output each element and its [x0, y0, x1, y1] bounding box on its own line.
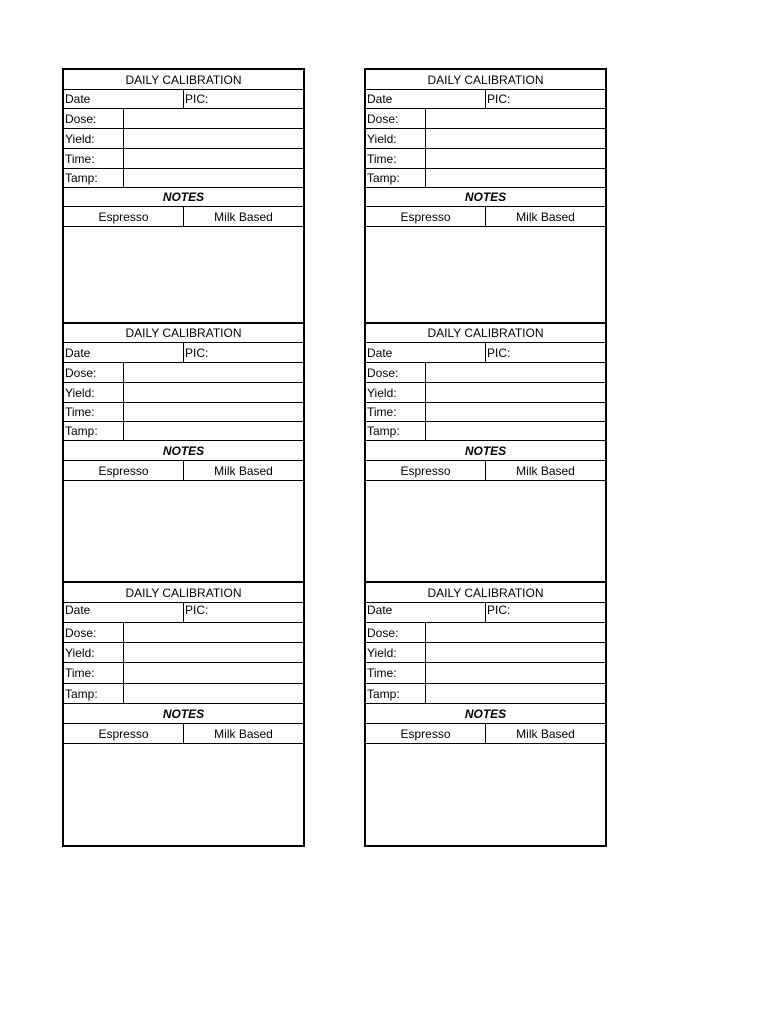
milk-based-heading: Milk Based	[214, 726, 273, 741]
calibration-card	[62, 68, 305, 324]
right-column	[364, 68, 607, 847]
time-input[interactable]	[426, 403, 605, 421]
dose-row	[64, 363, 303, 383]
yield-label: Yield:	[366, 383, 426, 402]
yield-label: Yield:	[366, 129, 426, 148]
dose-input[interactable]	[426, 363, 605, 382]
yield-label: Yield:	[64, 129, 124, 148]
time-label: Time:	[64, 663, 124, 683]
date-pic-row	[64, 603, 303, 623]
date-field[interactable]: Date	[64, 90, 184, 108]
tamp-label: Tamp:	[64, 169, 124, 187]
calibration-card	[364, 324, 607, 583]
card-header-row	[366, 324, 605, 343]
espresso-heading: Espresso	[366, 461, 486, 480]
dose-label: Dose:	[366, 623, 426, 642]
card-title: DAILY CALIBRATION	[125, 585, 242, 600]
espresso-heading: Espresso	[64, 461, 184, 480]
notes-heading: NOTES	[464, 443, 507, 458]
tamp-row	[366, 169, 605, 188]
yield-input[interactable]	[426, 129, 605, 148]
time-row	[366, 403, 605, 422]
dose-input[interactable]	[124, 623, 303, 642]
notes-heading: NOTES	[162, 190, 205, 204]
pic-field[interactable]: PIC:	[185, 92, 209, 106]
yield-row	[64, 129, 303, 149]
pic-field[interactable]: PIC:	[487, 92, 511, 106]
dose-input[interactable]	[124, 363, 303, 382]
milk-based-heading: Milk Based	[516, 726, 575, 741]
date-pic-row	[64, 90, 303, 109]
notes-row	[64, 188, 303, 207]
date-field[interactable]: Date	[64, 343, 184, 362]
tamp-row	[366, 684, 605, 704]
dose-row	[64, 109, 303, 129]
card-header-row	[64, 583, 303, 603]
time-input[interactable]	[426, 149, 605, 168]
time-label: Time:	[64, 149, 124, 168]
date-pic-row	[366, 90, 605, 109]
card-header-row	[366, 70, 605, 90]
pic-field[interactable]: PIC:	[185, 603, 209, 617]
pic-field[interactable]: PIC:	[487, 345, 511, 360]
date-field[interactable]: Date	[366, 90, 486, 108]
yield-input[interactable]	[426, 643, 605, 662]
notes-columns-row	[366, 724, 605, 744]
calibration-card	[62, 583, 305, 847]
milk-based-heading: Milk Based	[516, 209, 575, 224]
card-header-row	[64, 324, 303, 343]
time-input[interactable]	[124, 149, 303, 168]
notes-columns-row	[64, 724, 303, 744]
dose-row	[366, 109, 605, 129]
notes-row	[366, 704, 605, 724]
milk-based-heading: Milk Based	[214, 209, 273, 224]
card-title: DAILY CALIBRATION	[125, 326, 242, 340]
tamp-input[interactable]	[426, 422, 605, 440]
notes-box-row	[366, 481, 605, 581]
yield-row	[64, 643, 303, 663]
yield-label: Yield:	[64, 643, 124, 662]
date-field[interactable]: Date	[366, 343, 486, 362]
yield-label: Yield:	[64, 383, 124, 402]
yield-row	[366, 643, 605, 663]
card-header-row	[366, 583, 605, 603]
milk-based-heading: Milk Based	[516, 463, 575, 478]
dose-label: Dose:	[64, 623, 124, 642]
milk-based-heading: Milk Based	[214, 463, 273, 478]
notes-heading: NOTES	[162, 443, 205, 458]
notes-columns-row	[366, 207, 605, 227]
time-row	[64, 663, 303, 684]
dose-label: Dose:	[366, 363, 426, 382]
notes-columns-row	[64, 461, 303, 481]
tamp-input[interactable]	[426, 684, 605, 703]
espresso-heading: Espresso	[64, 207, 184, 226]
dose-label: Dose:	[64, 109, 124, 128]
tamp-label: Tamp:	[366, 169, 426, 187]
tamp-input[interactable]	[124, 169, 303, 187]
notes-box-row	[64, 227, 303, 322]
tamp-row	[366, 422, 605, 441]
tamp-input[interactable]	[124, 684, 303, 703]
tamp-label: Tamp:	[366, 422, 426, 440]
card-header-row	[64, 70, 303, 90]
time-label: Time:	[366, 663, 426, 683]
notes-box-row	[366, 744, 605, 845]
tamp-input[interactable]	[124, 422, 303, 440]
notes-columns-row	[64, 207, 303, 227]
dose-label: Dose:	[366, 109, 426, 128]
tamp-label: Tamp:	[64, 422, 124, 440]
notes-row	[64, 704, 303, 724]
card-title: DAILY CALIBRATION	[427, 326, 544, 340]
date-pic-row	[64, 343, 303, 363]
notes-box-row	[366, 227, 605, 322]
card-title: DAILY CALIBRATION	[427, 72, 544, 87]
left-column	[62, 68, 305, 847]
yield-input[interactable]	[426, 383, 605, 402]
date-field[interactable]: Date	[64, 603, 184, 622]
dose-row	[366, 623, 605, 643]
pic-field[interactable]: PIC:	[185, 345, 209, 360]
tamp-row	[64, 169, 303, 188]
dose-row	[366, 363, 605, 383]
notes-row	[366, 441, 605, 461]
notes-row	[366, 188, 605, 207]
notes-row	[64, 441, 303, 461]
notes-heading: NOTES	[464, 190, 507, 204]
time-row	[64, 149, 303, 169]
time-label: Time:	[366, 403, 426, 421]
calibration-card	[62, 324, 305, 583]
tamp-row	[64, 684, 303, 704]
pic-field[interactable]: PIC:	[487, 603, 511, 617]
espresso-heading: Espresso	[64, 724, 184, 743]
tamp-label: Tamp:	[366, 684, 426, 703]
time-row	[366, 663, 605, 684]
time-label: Time:	[366, 149, 426, 168]
date-field[interactable]: Date	[366, 603, 486, 622]
dose-row	[64, 623, 303, 643]
dose-input[interactable]	[426, 109, 605, 128]
calibration-card	[364, 583, 607, 847]
espresso-heading: Espresso	[366, 724, 486, 743]
notes-heading: NOTES	[464, 706, 507, 721]
tamp-row	[64, 422, 303, 441]
date-pic-row	[366, 603, 605, 623]
card-title: DAILY CALIBRATION	[125, 72, 242, 87]
time-input[interactable]	[426, 663, 605, 683]
time-row	[64, 403, 303, 422]
yield-input[interactable]	[124, 129, 303, 148]
tamp-input[interactable]	[426, 169, 605, 187]
notes-heading: NOTES	[162, 706, 205, 721]
notes-box-row	[64, 744, 303, 845]
yield-label: Yield:	[366, 643, 426, 662]
yield-row	[366, 383, 605, 403]
time-label: Time:	[64, 403, 124, 421]
yield-row	[64, 383, 303, 403]
card-title: DAILY CALIBRATION	[427, 585, 544, 600]
yield-row	[366, 129, 605, 149]
espresso-heading: Espresso	[366, 207, 486, 226]
notes-box-row	[64, 481, 303, 581]
date-pic-row	[366, 343, 605, 363]
notes-columns-row	[366, 461, 605, 481]
time-input[interactable]	[124, 403, 303, 421]
dose-input[interactable]	[426, 623, 605, 642]
calibration-card	[364, 68, 607, 324]
yield-input[interactable]	[124, 643, 303, 662]
time-input[interactable]	[124, 663, 303, 683]
dose-input[interactable]	[124, 109, 303, 128]
tamp-label: Tamp:	[64, 684, 124, 703]
time-row	[366, 149, 605, 169]
yield-input[interactable]	[124, 383, 303, 402]
dose-label: Dose:	[64, 363, 124, 382]
